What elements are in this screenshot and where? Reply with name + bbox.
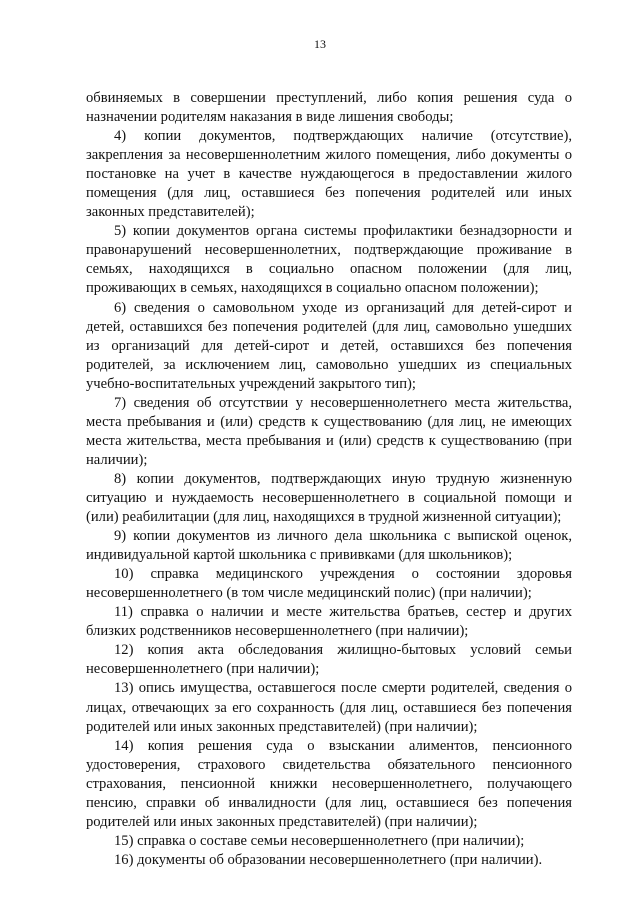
paragraph-item-11: 11) справка о наличии и месте жительства братьев, сестер и других близких родственников несовершеннолетнего (при наличии); [86, 604, 572, 640]
paragraph-item-6: 6) сведения о самовольном уходе из организаций для детей-сирот и детей, оставшихся без попечения родителей (для лиц, самовольно ушедших из организаций для детей-сирот и детей, оставшихся без попечения родителей, за исключением лиц, самовольно ушедших из специальных учебно-воспитательных учреждений закрытого тип); [86, 299, 572, 392]
paragraph-item-7: 7) сведения об отсутствии у несовершеннолетнего места жительства, места пребывания и (или) средств к существованию (для лиц, не имеющих места жительства, места пребывания и (или) средств к существованию (при наличии); [86, 394, 572, 468]
paragraph-item-13: 13) опись имущества, оставшегося после смерти родителей, сведения о лицах, отвечающих за его сохранность (для лиц, оставшиеся без попечения родителей или иных законных представителей) (при наличии); [86, 680, 572, 735]
document-body [86, 89, 572, 870]
paragraph-item-14: 14) копия решения суда о взыскании алиментов, пенсионного удостоверения, страхового свидетельства обязательного пенсионного страхования, пенсионной книжки несовершеннолетнего, получающего пенсию, справки об инвалидности (для лиц, оставшиеся без попечения родителей или иных законных представителей) (при наличии); [86, 737, 572, 830]
paragraph-item-12: 12) копия акта обследования жилищно-бытовых условий семьи несовершеннолетнего (при наличии); [86, 642, 572, 678]
paragraph-continuation: обвиняемых в совершении преступлений, либо копия решения суда о назначении родителям наказания в виде лишения свободы; [86, 90, 572, 126]
paragraph-item-10: 10) справка медицинского учреждения о состоянии здоровья несовершеннолетнего (в том числе медицинский полис) (при наличии); [86, 566, 572, 602]
paragraph-item-5: 5) копии документов органа системы профилактики безнадзорности и правонарушений несовершеннолетних, подтверждающие проживание в семьях, находящихся в социально опасном положении (для лиц, проживающих в семьях, находящихся в социально опасном положении); [86, 223, 572, 297]
paragraph-item-4: 4) копии документов, подтверждающих наличие (отсутствие), закрепления за несовершеннолетним жилого помещения, либо документы о постановке на учет в качестве нуждающегося в предоставлении жилого помещения (для лиц, оставшиеся без попечения родителей или иных законных представителей); [86, 128, 572, 221]
paragraph-item-8: 8) копии документов, подтверждающих иную трудную жизненную ситуацию и нуждаемость несовершеннолетнего в социальной помощи и (или) реабилитации (для лиц, находящихся в трудной жизненной ситуации); [86, 470, 572, 526]
page-number: 13 [314, 37, 326, 51]
paragraph-item-15: 15) справка о составе семьи несовершеннолетнего (при наличии); [114, 832, 525, 849]
paragraph-item-9: 9) копии документов из личного дела школьника с выпиской оценок, индивидуальной картой школьника с прививками (для школьников); [86, 528, 572, 564]
paragraph-item-16: 16) документы об образовании несовершеннолетнего (при наличии). [114, 851, 543, 868]
